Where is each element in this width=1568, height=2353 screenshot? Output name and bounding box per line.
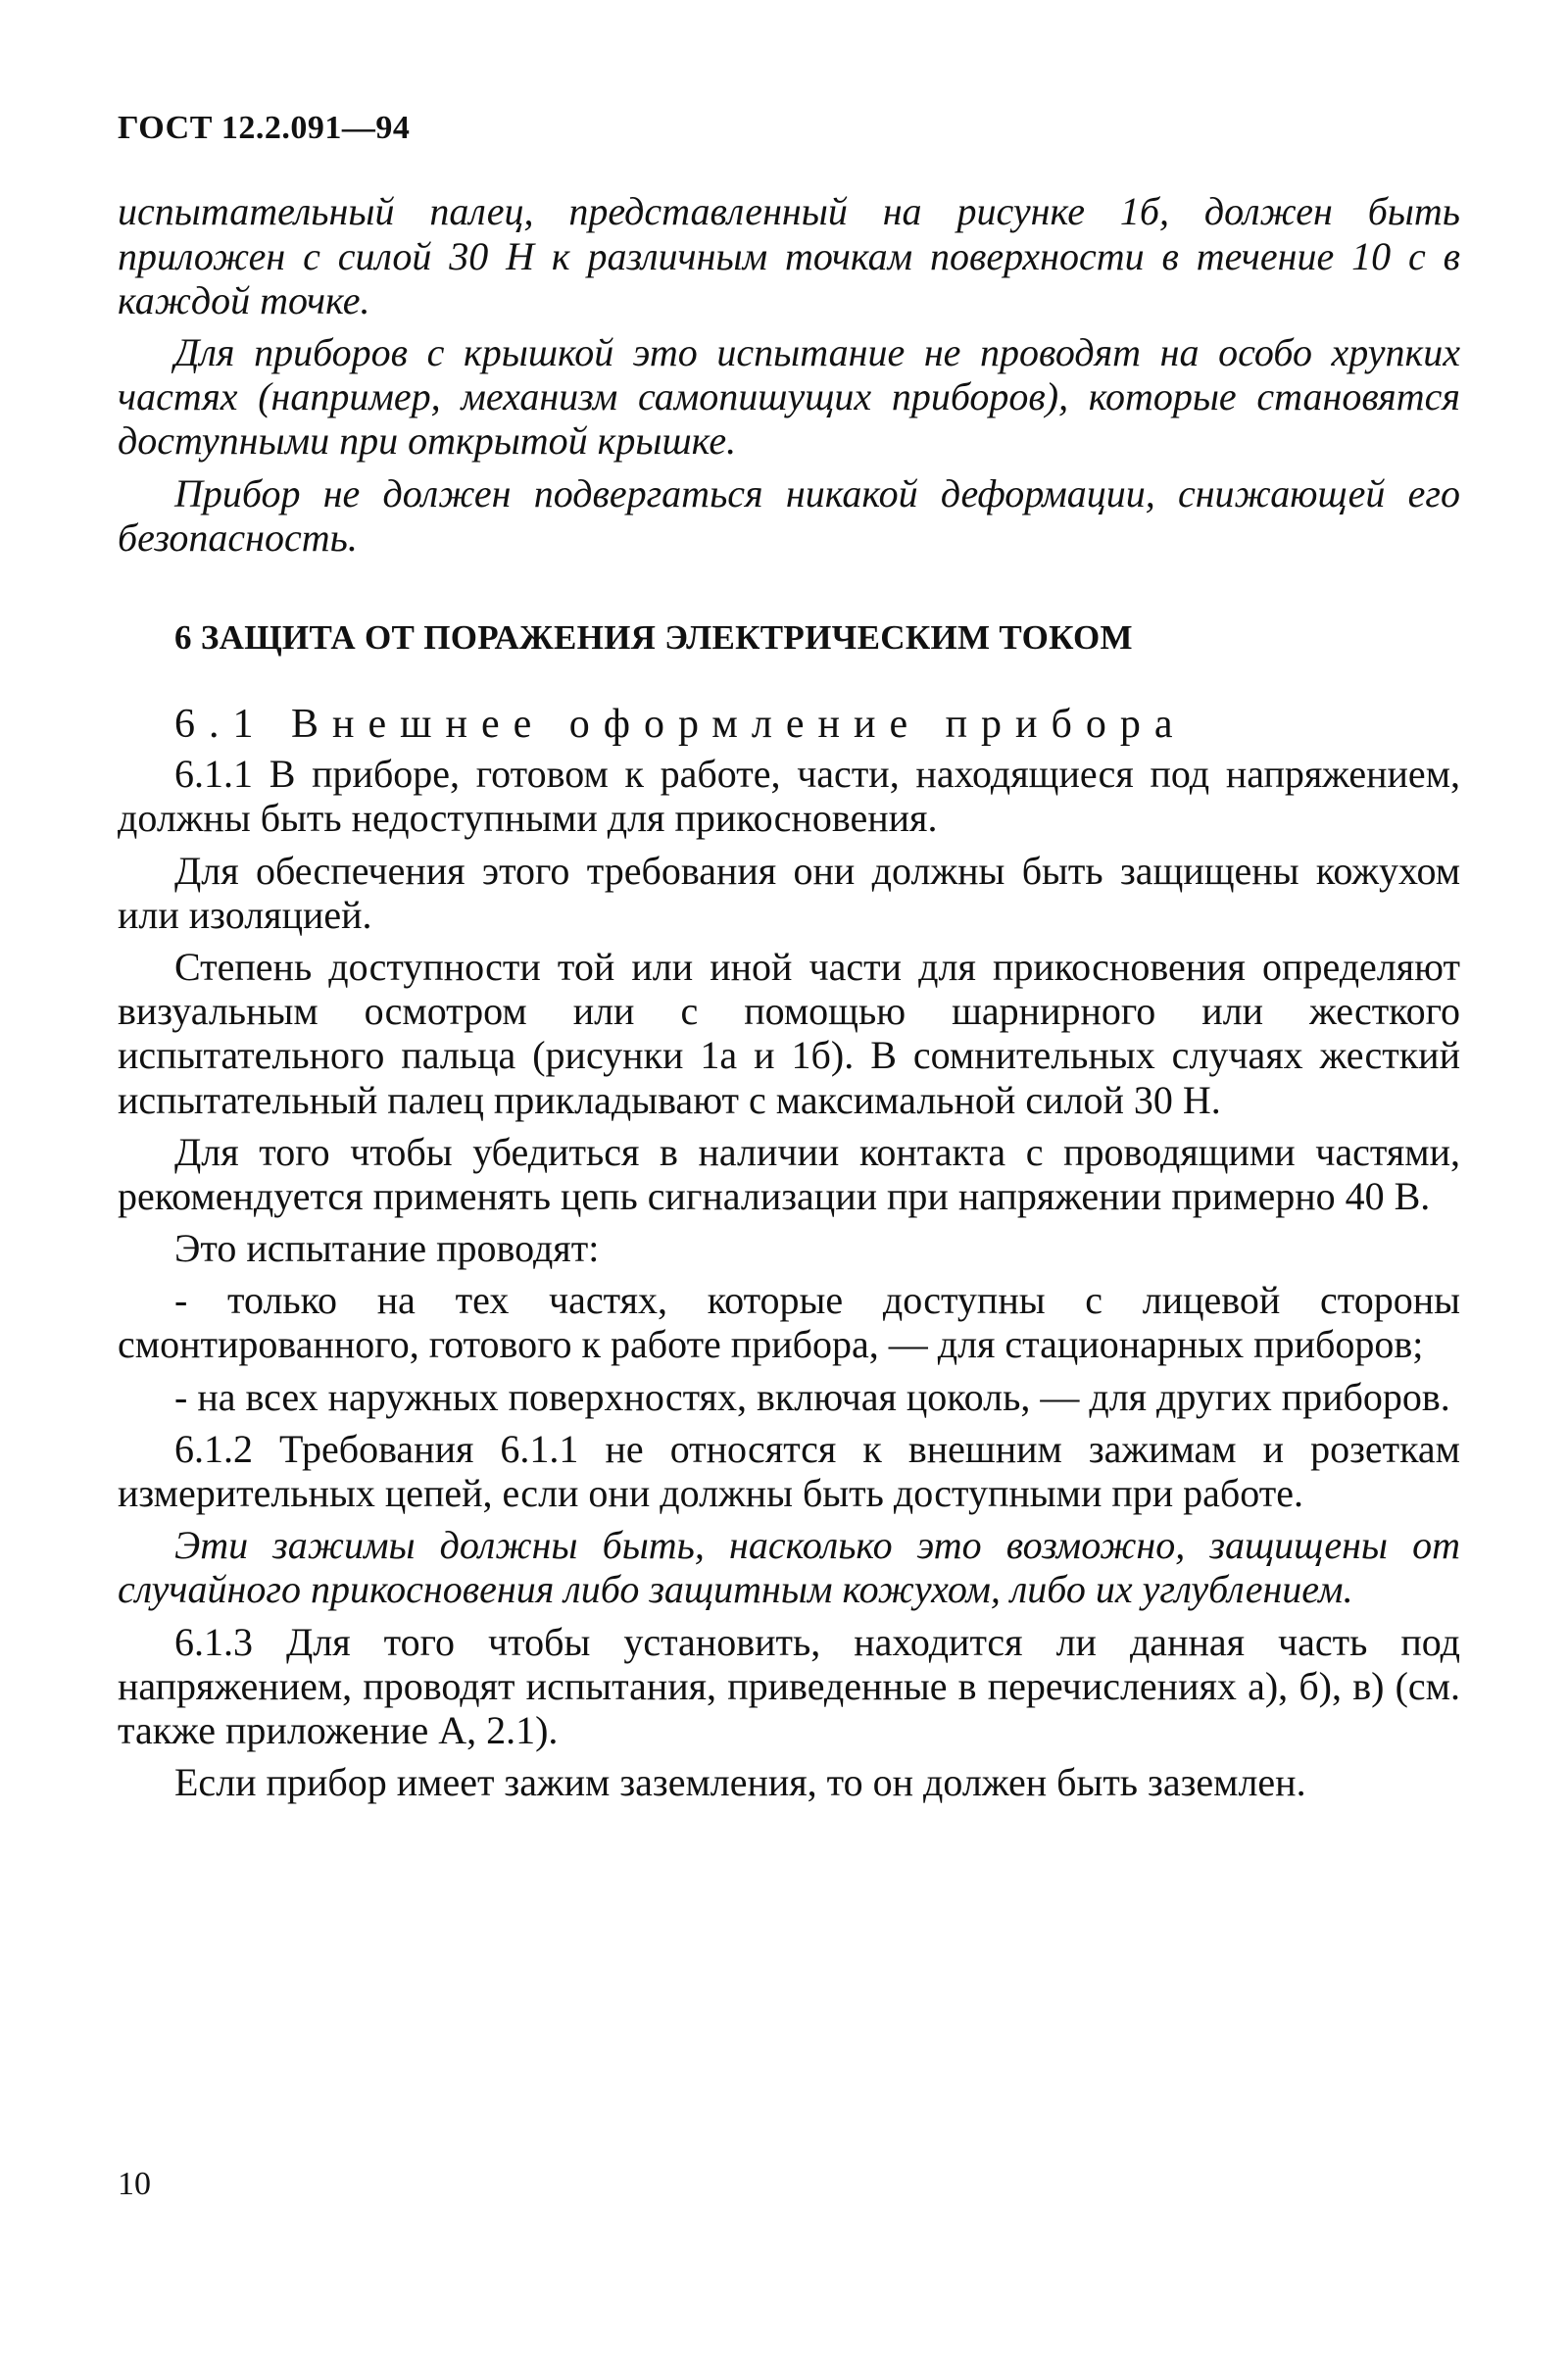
page-number: 10: [118, 2166, 151, 2202]
paragraph: Для обеспечения этого требования они должны быть защищены кожухом или изоляцией.: [118, 848, 1460, 937]
paragraph: Для приборов с крышкой это испытание не проводят на особо хрупких частях (например, механизм самопишущих приборов), которые становятся доступными при открытой крышке.: [118, 329, 1460, 464]
list-item: - на всех наружных поверхностях, включая цоколь, — для других приборов.: [174, 1374, 1450, 1419]
top-paragraphs: [118, 189, 1460, 560]
body-paragraphs: [118, 752, 1460, 1804]
paragraph: Степень доступности той или иной части для прикосновения определяют визуальным осмотром или с помощью шарнирного или жесткого испытательного пальца (рисунки 1а и 1б). В сомнительных случаях жесткий испытательный палец прикладывают с максимальной силой 30 Н.: [118, 944, 1460, 1122]
paragraph: Прибор не должен подвергаться никакой деформации, снижающей его безопасность.: [118, 470, 1460, 560]
paragraph: 6.1.2 Требования 6.1.1 не относятся к внешним зажимам и розеткам измерительных цепей, если они должны быть доступными при работе.: [118, 1426, 1460, 1515]
document-header: ГОСТ 12.2.091—94: [118, 110, 411, 146]
list-item: - только на тех частях, которые доступны с лицевой стороны смонтированного, готового к работе прибора, — для стационарных приборов;: [118, 1278, 1460, 1367]
subsection-title: 6.1 Внешнее оформление прибора: [174, 701, 1187, 747]
section-title: 6 ЗАЩИТА ОТ ПОРАЖЕНИЯ ЭЛЕКТРИЧЕСКИМ ТОКОМ: [174, 617, 1133, 657]
paragraph: испытательный палец, представленный на рисунке 1б, должен быть приложен с силой 30 Н к различным точкам поверхности в течение 10 с в каждой точке.: [118, 189, 1460, 322]
paragraph: 6.1.3 Для того чтобы установить, находится ли данная часть под напряжением, проводят испытания, приведенные в перечислениях а), б), в) (см. также приложение А, 2.1).: [118, 1619, 1460, 1752]
paragraph: Эти зажимы должны быть, насколько это возможно, защищены от случайного прикосновения либо защитным кожухом, либо их углублением.: [118, 1523, 1460, 1612]
paragraph: Если прибор имеет зажим заземления, то он должен быть заземлен.: [174, 1760, 1306, 1805]
document-page: [118, 110, 1460, 1812]
paragraph: 6.1.1 В приборе, готовом к работе, части, находящиеся под напряжением, должны быть недоступными для прикосновения.: [118, 752, 1460, 841]
paragraph: Это испытание проводят:: [174, 1226, 600, 1271]
paragraph: Для того чтобы убедиться в наличии контакта с проводящими частями, рекомендуется применять цепь сигнализации при напряжении примерно 40 В.: [118, 1129, 1460, 1218]
